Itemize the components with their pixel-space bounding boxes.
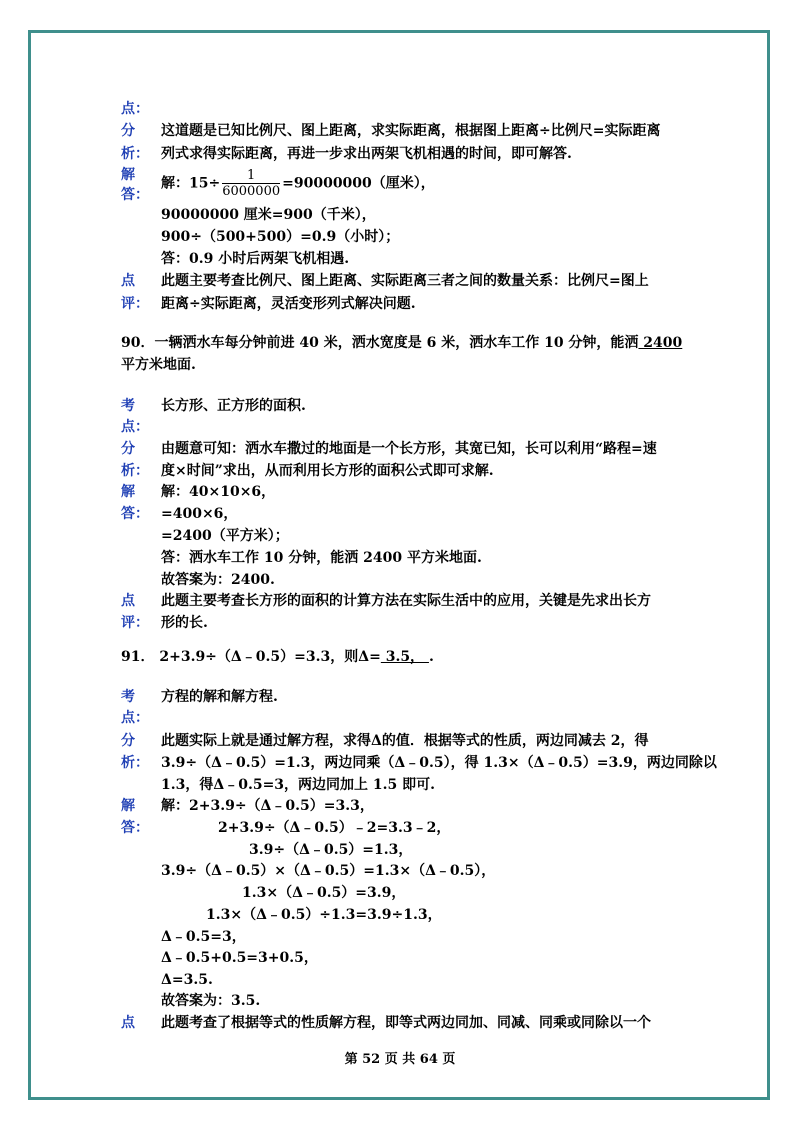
label-dian: 点：: [121, 710, 149, 726]
label-kao: 考: [121, 689, 135, 705]
solution-line: Δ﹣0.5=3，: [161, 929, 246, 945]
solution-line: 90000000 厘米=900（千米），: [161, 207, 376, 223]
solution-suffix: =90000000（厘米），: [282, 175, 435, 192]
question-end: .: [428, 649, 434, 665]
analysis-line: 由题意可知：洒水车撒过的地面是一个长方形，其宽已知，长可以利用“路程=速: [161, 441, 657, 457]
analysis-line: 3.9÷（Δ﹣0.5）=1.3，两边同乘（Δ﹣0.5），得 1.3×（Δ﹣0.5）=3.9，两边同除以: [161, 755, 717, 771]
fraction-numerator: 1: [222, 168, 280, 184]
analysis-line: 列式求得实际距离，再进一步求出两架飞机相遇的时间，即可解答.: [161, 146, 572, 162]
solution-line: Δ﹣0.5+0.5=3+0.5，: [161, 950, 318, 966]
label-ping: 评：: [121, 615, 149, 631]
analysis-line: 这道题是已知比例尺、图上距离，求实际距离，根据图上距离÷比例尺=实际距离: [161, 123, 661, 139]
label-kao: 考: [121, 398, 135, 414]
label-jie: 解: [121, 484, 135, 500]
solution-line: 答：洒水车工作 10 分钟，能洒 2400 平方米地面.: [161, 550, 482, 566]
solution-line: Δ=3.5.: [161, 972, 213, 988]
label-da: 答：: [121, 187, 149, 203]
label-da: 答：: [121, 506, 149, 522]
fraction-denominator: 6000000: [222, 184, 281, 199]
solution-line: 解：2+3.9÷（Δ﹣0.5）=3.3，: [161, 798, 374, 814]
solution-line-fraction: [161, 168, 435, 199]
label-xi: 析：: [121, 755, 149, 771]
solution-line: 2+3.9÷（Δ﹣0.5）﹣2=3.3﹣2，: [218, 820, 451, 836]
question-text-line2: 平方米地面.: [121, 357, 196, 373]
label-dian: 点：: [121, 419, 149, 435]
answer-blank: 3.5，: [380, 649, 429, 665]
analysis-line: 此题实际上就是通过解方程，求得Δ的值．根据等式的性质，两边同减去 2，得: [161, 733, 649, 749]
label-dian: 点：: [121, 101, 149, 117]
label-jie: 解: [121, 167, 135, 183]
comment-line: 此题考查了根据等式的性质解方程，即等式两边同加、同减、同乘或同除以一个: [161, 1015, 651, 1031]
solution-line: =400×6，: [161, 506, 238, 522]
solution-line: 3.9÷（Δ﹣0.5）=1.3，: [249, 842, 413, 858]
label-xi: 析：: [121, 463, 149, 479]
solution-line: 3.9÷（Δ﹣0.5）×（Δ﹣0.5）=1.3×（Δ﹣0.5），: [161, 863, 496, 879]
solution-line: 900÷（500+500）=0.9（小时）；: [161, 229, 400, 245]
comment-line: 此题主要考查比例尺、图上距离、实际距离三者之间的数量关系：比例尺=图上: [161, 273, 649, 289]
label-jie: 解: [121, 798, 135, 814]
label-fen: 分: [121, 441, 135, 457]
fraction: [222, 168, 280, 199]
solution-line: 解：40×10×6，: [161, 484, 276, 500]
point-text: 方程的解和解方程.: [161, 689, 278, 705]
question-text: 90．一辆洒水车每分钟前进 40 米，洒水宽度是 6 米，洒水车工作 10 分钟，能洒: [121, 335, 639, 351]
point-text: 长方形、正方形的面积.: [161, 398, 306, 414]
comment-line: 距离÷实际距离，灵活变形列式解决问题.: [161, 296, 416, 312]
analysis-line: 度×时间”求出，从而利用长方形的面积公式即可求解.: [161, 463, 494, 479]
solution-line: 故答案为：2400.: [161, 572, 275, 588]
solution-line: =2400（平方米）；: [161, 528, 289, 544]
label-fen: 分: [121, 123, 135, 139]
label-dian: 点: [121, 593, 135, 609]
question-text: 91． 2+3.9÷（Δ﹣0.5）=3.3，则Δ=: [121, 649, 381, 665]
solution-line: 1.3×（Δ﹣0.5）÷1.3=3.9÷1.3，: [206, 907, 442, 923]
analysis-line: 1.3，得Δ﹣0.5=3，两边同加上 1.5 即可.: [161, 777, 436, 793]
solution-line: 1.3×（Δ﹣0.5）=3.9，: [242, 885, 406, 901]
comment-line: 形的长.: [161, 615, 208, 631]
comment-line: 此题主要考查长方形的面积的计算方法在实际生活中的应用，关键是先求出长方: [161, 593, 651, 609]
label-fen: 分: [121, 733, 135, 749]
solution-line: 答：0.9 小时后两架飞机相遇.: [161, 251, 350, 267]
label-xi: 析：: [121, 146, 149, 162]
label-da: 答：: [121, 820, 149, 836]
question-91: [121, 648, 434, 666]
solution-prefix: 解：15÷: [161, 175, 221, 192]
solution-line: 故答案为：3.5.: [161, 993, 261, 1009]
page-footer: 第 52 页 共 64 页: [344, 1052, 456, 1067]
answer-blank: 2400: [638, 335, 683, 351]
label-dian: 点: [121, 273, 135, 289]
question-90: [121, 334, 682, 352]
label-dian: 点: [121, 1015, 135, 1031]
label-ping: 评：: [121, 296, 149, 312]
